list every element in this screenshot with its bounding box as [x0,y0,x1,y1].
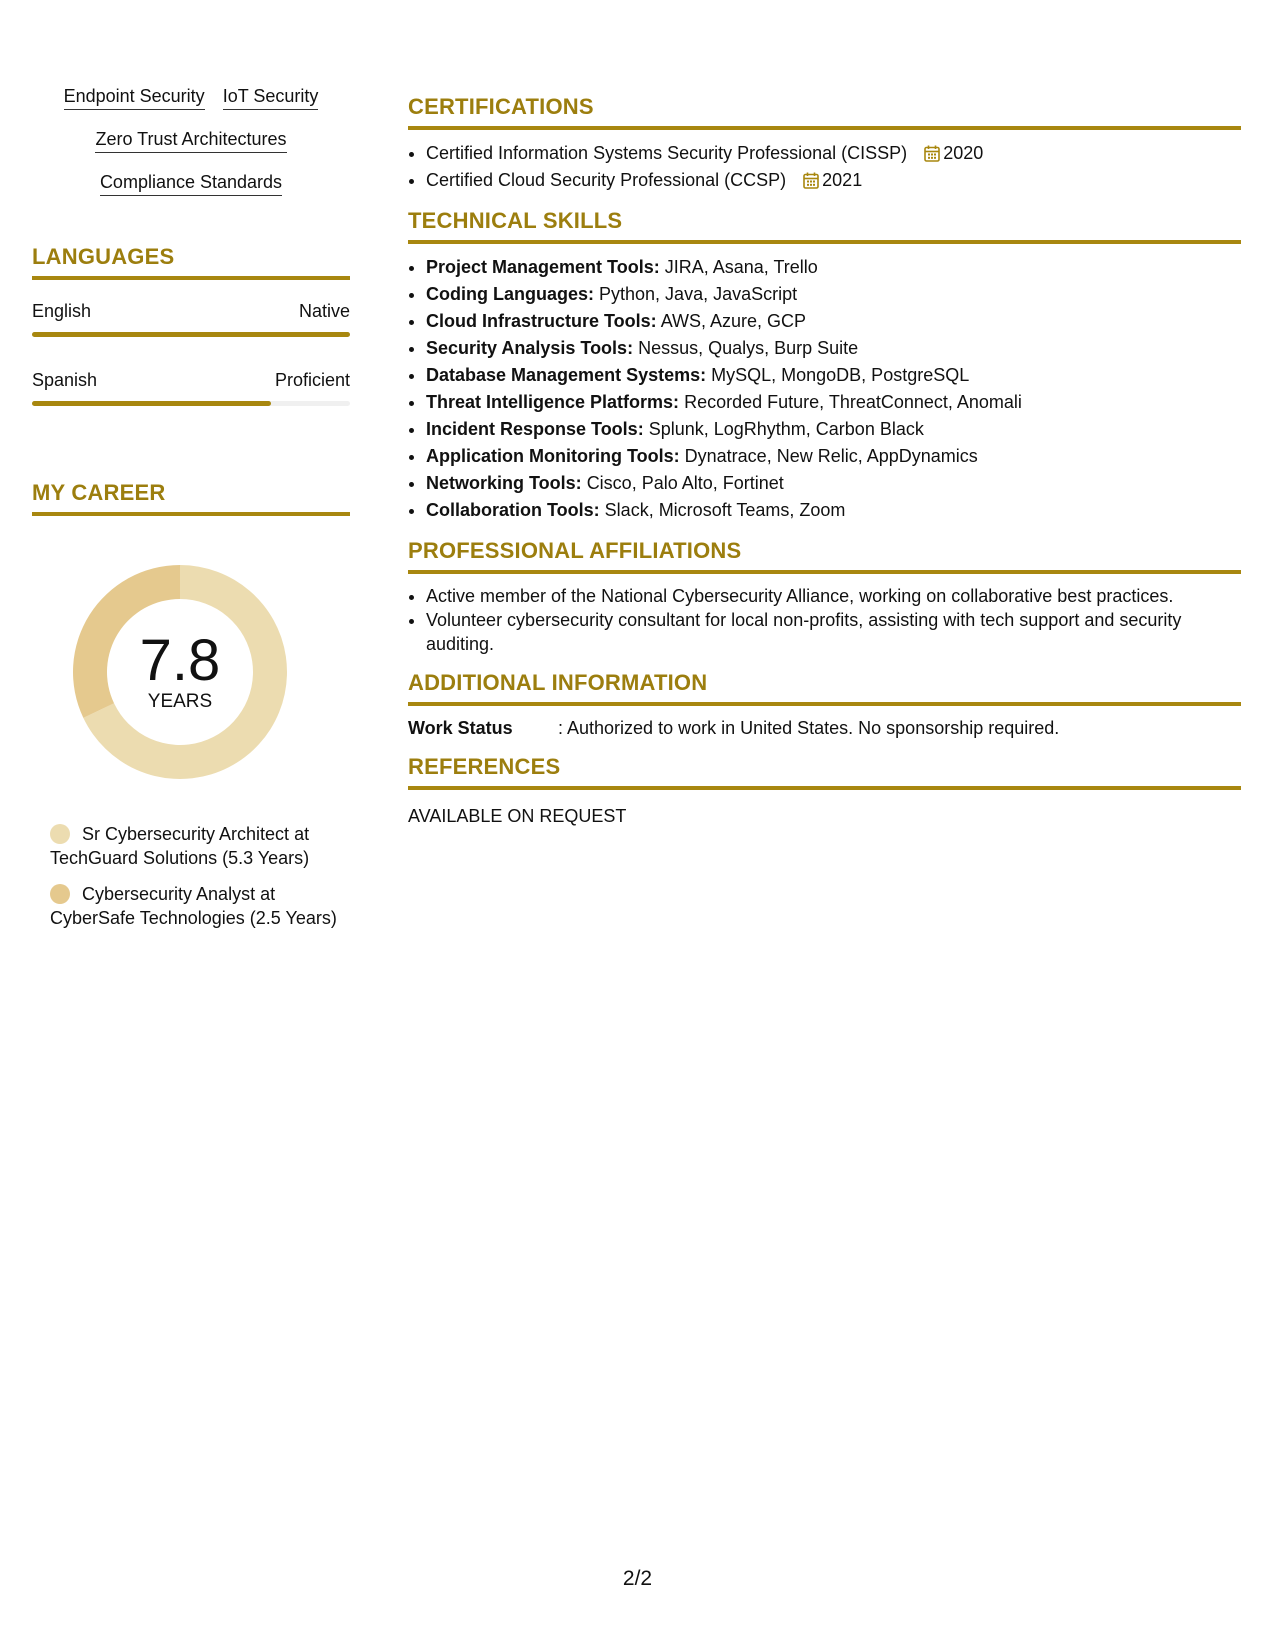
skill-label: Threat Intelligence Platforms: [426,392,680,412]
legend-label: Sr Cybersecurity Architect at TechGuard Solutions (5.3 Years) [50,824,310,868]
career-legend [32,822,350,930]
skill-label: Cloud Infrastructure Tools: [426,311,657,331]
skill-item [426,497,1241,524]
skill-value: JIRA, Asana, Trello [664,257,818,277]
certification-name: Certified Information Systems Security Professional (CISSP) [426,143,908,163]
skill-value: Nessus, Qualys, Burp Suite [638,338,859,358]
language-level: Proficient [274,370,350,390]
skill-value: AWS, Azure, GCP [660,311,807,331]
skill-value: Python, Java, JavaScript [599,284,798,304]
certifications-section [408,94,1241,194]
skill-label: Project Management Tools: [426,257,660,277]
work-status-label: Work Status [408,718,513,738]
skill-item [426,470,1241,497]
skill-value: Slack, Microsoft Teams, Zoom [604,500,846,520]
references-section [408,754,1241,828]
skill-item [426,308,1241,335]
skill-label: Database Management Systems: [426,365,707,385]
skill-tag-row [32,85,350,110]
skill-tag-row [32,171,350,196]
page-number: 2/2 [622,1567,653,1590]
legend-item [50,822,350,870]
career-total-years: 7.8 [139,628,221,693]
skill-tag-row [32,128,350,153]
career-section [32,480,350,930]
legend-label: Cybersecurity Analyst at CyberSafe Technologies (2.5 Years) [50,884,337,928]
language-bar-fill [32,332,350,337]
section-divider [408,702,1241,706]
references-title: REFERENCES [408,754,561,779]
skill-tag: IoT Security [223,85,319,110]
career-title: MY CAREER [32,480,166,505]
languages-section [32,244,350,406]
language-name: English [32,301,92,321]
language-level: Native [298,301,350,321]
section-divider [32,512,350,516]
section-divider [408,126,1241,130]
certification-year: 2021 [822,170,863,190]
skill-item [426,389,1241,416]
skill-item [426,254,1241,281]
certification-item [426,140,1241,167]
affiliation-item: • Active member of the National Cybersecurity Alliance, working on collaborative best practices. [426,584,1241,608]
skill-label: Networking Tools: [426,473,582,493]
certifications-title: CERTIFICATIONS [408,94,594,119]
legend-dot [50,884,70,904]
right-column [408,94,1241,842]
language-name: Spanish [32,370,98,390]
skill-label: Application Monitoring Tools: [426,446,680,466]
affiliations-section [408,538,1241,656]
language-item [32,369,350,391]
skill-label: Incident Response Tools: [426,419,644,439]
skill-item [426,281,1241,308]
skill-item [426,416,1241,443]
affiliations-list [408,584,1241,656]
calendar-icon [803,172,819,189]
skill-value: MySQL, MongoDB, PostgreSQL [711,365,970,385]
work-status-value: : Authorized to work in United States. No sponsorship required. [558,718,1060,738]
language-bar-fill [32,401,271,406]
legend-dot [50,824,70,844]
additional-info-title: ADDITIONAL INFORMATION [408,670,708,695]
affiliations-title: PROFESSIONAL AFFILIATIONS [408,538,742,563]
skill-label: Security Analysis Tools: [426,338,634,358]
donut-center [66,558,294,786]
legend-item [50,882,350,930]
section-divider [408,570,1241,574]
skill-value: Recorded Future, ThreatConnect, Anomali [684,392,1022,412]
language-item [32,300,350,322]
calendar-icon [924,145,940,162]
skill-item [426,362,1241,389]
skill-tag: Endpoint Security [64,85,205,110]
references-text: AVAILABLE ON REQUEST [408,806,627,826]
career-donut-chart [66,558,294,786]
language-bar [32,332,350,337]
skill-value: Dynatrace, New Relic, AppDynamics [684,446,978,466]
section-divider [408,786,1241,790]
certification-name: Certified Cloud Security Professional (CCSP) [426,170,787,190]
career-years-unit: YEARS [147,691,213,712]
technical-skills-title: TECHNICAL SKILLS [408,208,623,233]
additional-info-section [408,670,1241,740]
certification-year: 2020 [943,143,984,163]
technical-skills-list [408,254,1241,524]
skill-value: Cisco, Palo Alto, Fortinet [586,473,784,493]
skill-item [426,443,1241,470]
affiliation-item: • Volunteer cybersecurity consultant for local non-profits, assisting with tech support and security auditing. [426,608,1241,656]
section-divider [32,276,350,280]
section-divider [408,240,1241,244]
skill-tag: Zero Trust Architectures [95,128,286,153]
skill-value: Splunk, LogRhythm, Carbon Black [648,419,924,439]
languages-title: LANGUAGES [32,244,175,269]
certifications-list [408,140,1241,194]
certification-item [426,167,1241,194]
skill-label: Coding Languages: [426,284,594,304]
work-status-row [408,716,1241,740]
skill-label: Collaboration Tools: [426,500,600,520]
left-column [32,85,350,942]
language-bar [32,401,350,406]
skill-tags [32,85,350,196]
technical-skills-section [408,208,1241,524]
skill-item [426,335,1241,362]
skill-tag: Compliance Standards [100,171,282,196]
